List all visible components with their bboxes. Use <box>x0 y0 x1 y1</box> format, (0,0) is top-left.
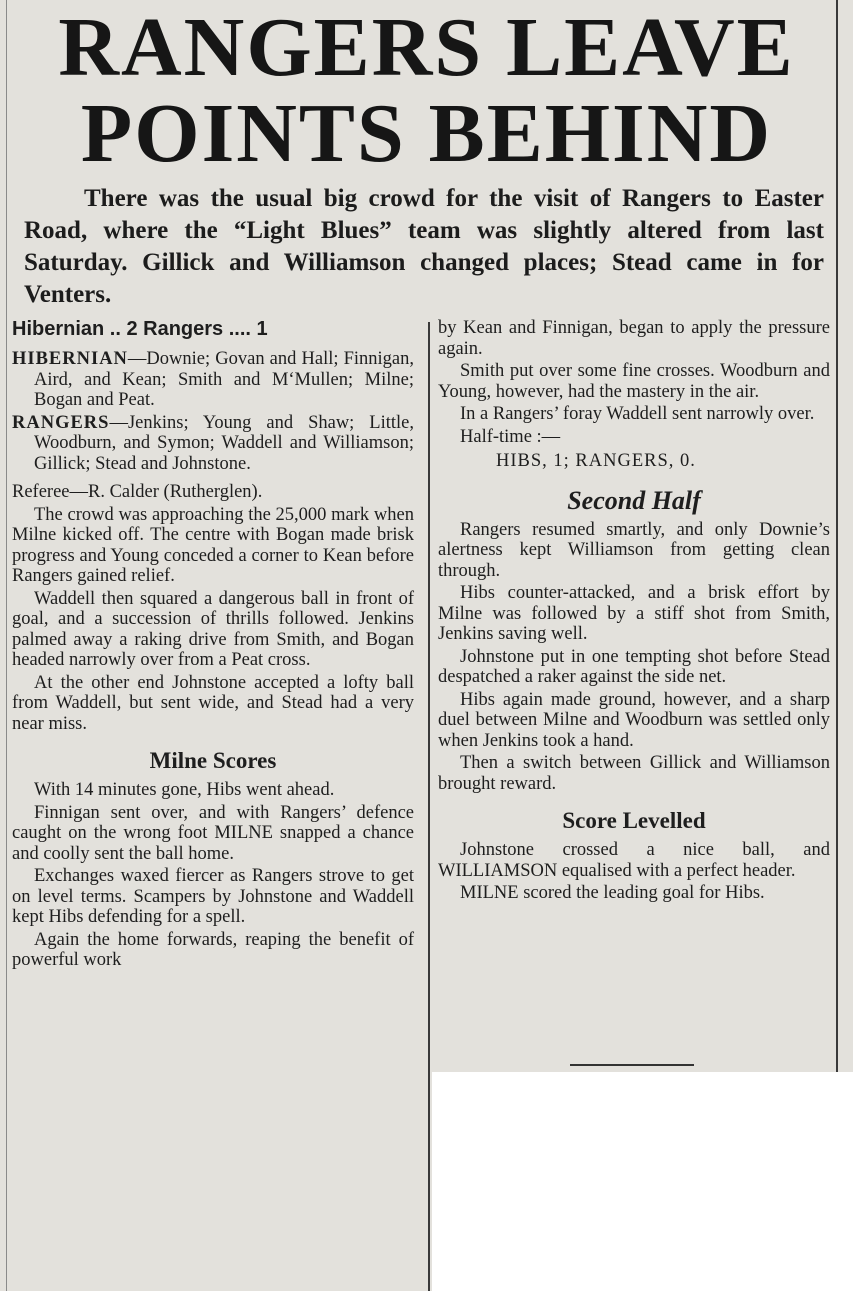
column-divider <box>428 322 430 1291</box>
paragraph: The crowd was approaching the 25,000 mark when Milne kicked off. The centre with Bogan made brisk progress and Young conceded a corner to Kean before Rangers gained relief. <box>12 504 414 586</box>
paragraph: Johnstone put in one tempting shot before Stead despatched a raker against the side net. <box>438 646 830 687</box>
paragraph: Smith put over some fine crosses. Woodburn and Young, however, had the mastery in the air. <box>438 361 830 402</box>
hibernian-lineup <box>12 349 414 411</box>
paragraph: With 14 minutes gone, Hibs went ahead. <box>34 780 335 800</box>
halftime-label: Half-time :— <box>460 426 561 447</box>
paragraph: Finnigan sent over, and with Rangers’ defence caught on the wrong foot MILNE snapped a chance and coolly sent the ball home. <box>12 802 414 864</box>
paragraph: Waddell then squared a dangerous ball in front of goal, and a succession of thrills followed. Jenkins palmed away a raking drive from Smith, and Bogan headed narrowly over from a Peat cross. <box>12 588 414 670</box>
rangers-players: —Jenkins; Young and Shaw; Little, Woodburn, and Symon; Waddell and Williamson; Gillick; Stead and Johnstone. <box>34 412 414 474</box>
left-margin-rule <box>6 0 7 1291</box>
paragraph: Rangers resumed smartly, and only Downie’s alertness kept Williamson from getting clean through. <box>438 519 830 581</box>
intro-paragraph: There was the usual big crowd for the visit of Rangers to Easter Road, where the “Light Blues” team was slightly altered from last Saturday. Gillick and Williamson changed places; Stead came in for Venters. <box>24 185 824 308</box>
subheading-milne-scores: Milne Scores <box>149 748 277 773</box>
hibernian-team-name: HIBERNIAN <box>12 349 128 369</box>
scoreline: Hibernian .. 2 Rangers .... 1 <box>12 318 268 340</box>
paragraph: Exchanges waxed fiercer as Rangers strove to get on level terms. Scampers by Johnstone and Waddell kept Hibs defending for a spell. <box>12 866 414 927</box>
paragraph: Hibs counter-attacked, and a brisk effort by Milne was followed by a stiff shot from Smith, Jenkins saving well. <box>438 583 830 644</box>
subheading-second-half: Second Half <box>567 485 701 515</box>
rangers-lineup <box>12 413 414 475</box>
paragraph: Then a switch between Gillick and Williamson brought reward. <box>438 753 830 794</box>
headline-line-1: RANGERS LEAVE <box>58 1 795 94</box>
paragraph: by Kean and Finnigan, began to apply the pressure again. <box>438 318 830 359</box>
hibernian-players: —Downie; Govan and Hall; Finnigan, Aird, and Kean; Smith and M‘Mullen; Milne; Bogan and Peat. <box>34 349 414 410</box>
right-column <box>438 318 830 906</box>
rangers-team-name: RANGERS <box>12 412 110 433</box>
article-end-rule <box>570 1064 694 1066</box>
left-column <box>12 315 414 973</box>
paragraph: In a Rangers’ foray Waddell sent narrowly over. <box>460 404 815 424</box>
referee-line: Referee—R. Calder (Rutherglen). <box>12 482 263 502</box>
paragraph: At the other end Johnstone accepted a lofty ball from Waddell, but sent wide, and Stead had a very near miss. <box>12 672 414 734</box>
paragraph: MILNE scored the leading goal for Hibs. <box>460 883 765 903</box>
paragraph: Johnstone crossed a nice ball, and WILLIAMSON equalised with a perfect header. <box>438 840 830 881</box>
halftime-score: HIBS, 1; RANGERS, 0. <box>496 451 696 471</box>
paragraph: Hibs again made ground, however, and a sharp duel between Milne and Woodburn was settled only when Jenkins took a hand. <box>438 689 830 751</box>
paragraph: Again the home forwards, reaping the benefit of powerful work <box>12 929 414 970</box>
headline-line-2: POINTS BEHIND <box>80 87 773 180</box>
newsprint-lower-left <box>0 1072 432 1291</box>
subheading-score-levelled: Score Levelled <box>562 808 706 833</box>
